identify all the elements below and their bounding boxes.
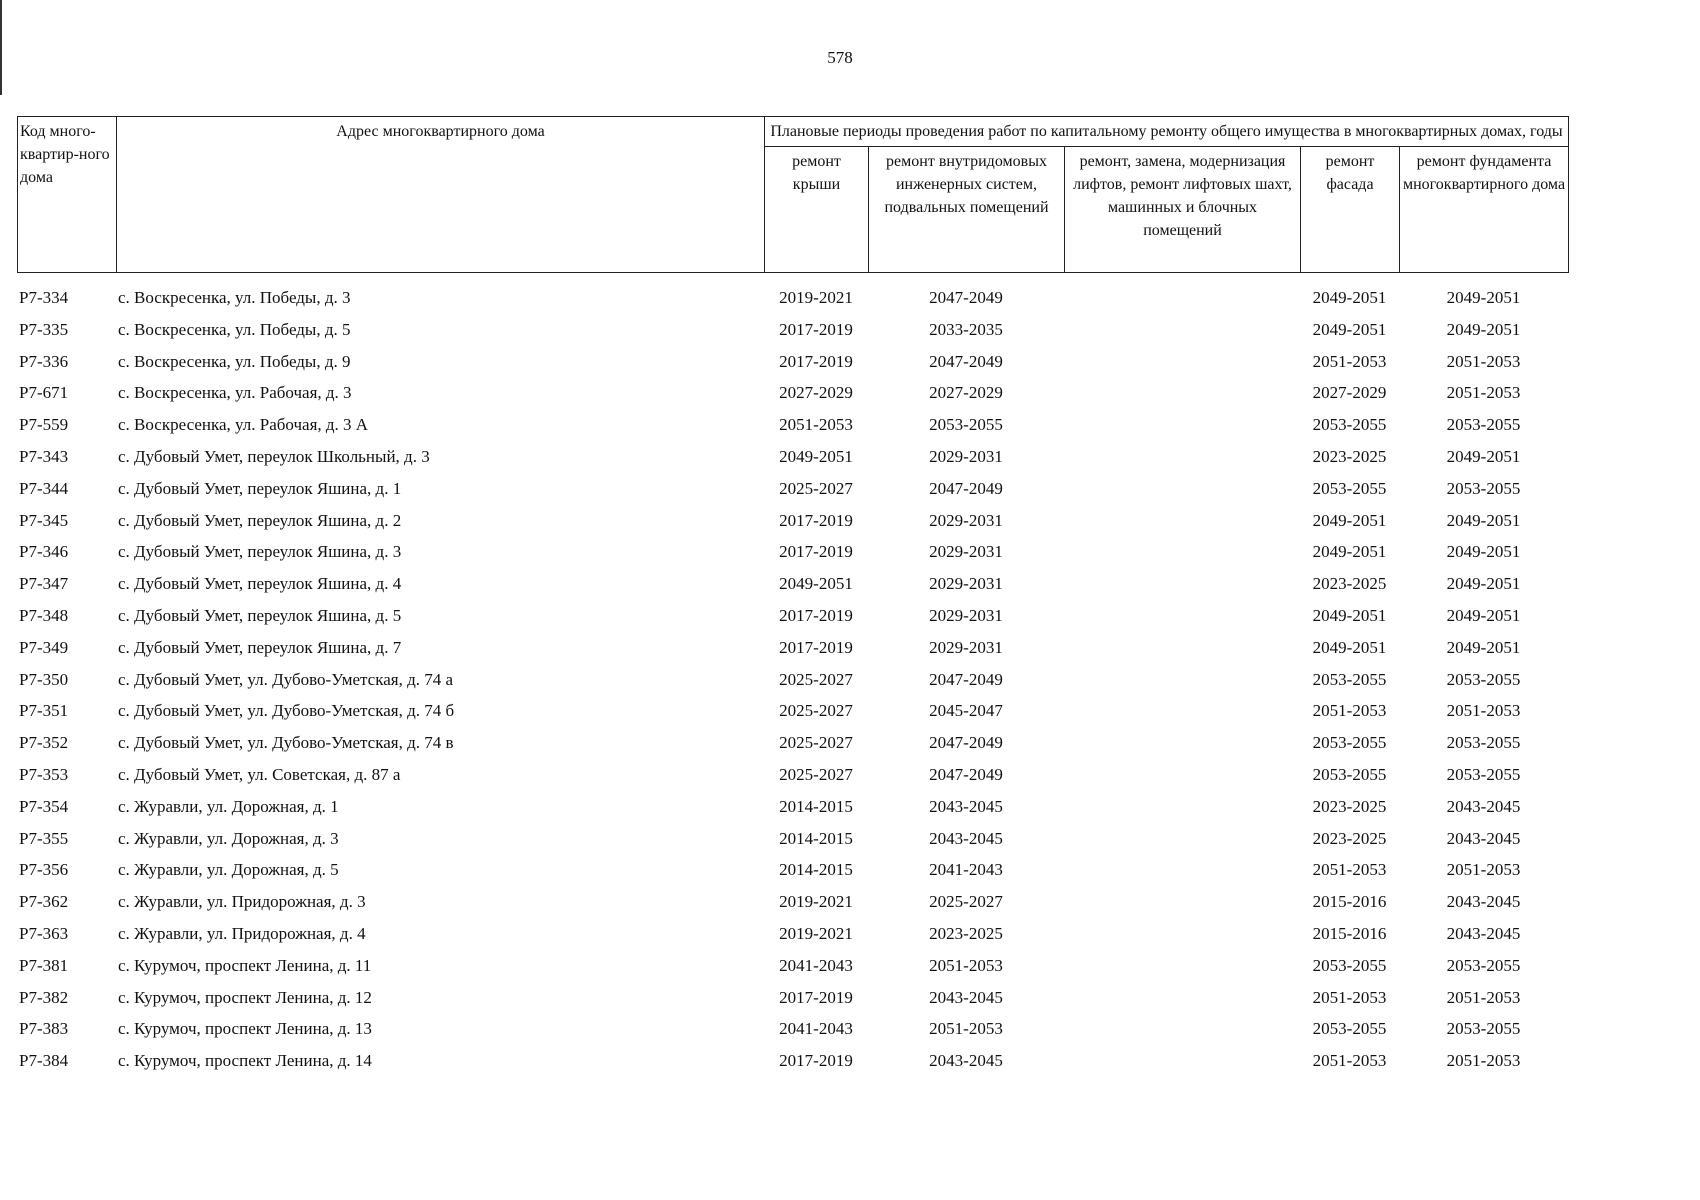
cell-foundation: 2051-2053: [1446, 987, 1521, 1007]
cell-foundation: 2049-2051: [1446, 319, 1521, 339]
cell-engineering: 2047-2049: [929, 669, 1003, 689]
cell-address: с. Воскресенка, ул. Победы, д. 5: [118, 319, 351, 339]
cell-roof: 2017-2019: [779, 605, 853, 625]
cell-roof: 2017-2019: [779, 987, 853, 1007]
table-row: [17, 892, 1568, 924]
table-row: [17, 606, 1568, 638]
cell-engineering: 2047-2049: [929, 288, 1003, 307]
table-row: [17, 860, 1568, 892]
cell-roof: 2041-2043: [779, 955, 853, 975]
cell-code: Р7-383: [19, 1019, 69, 1039]
cell-address: с. Дубовый Умет, переулок Яшина, д. 5: [118, 605, 402, 625]
cell-address: с. Дубовый Умет, переулок Яшина, д. 3: [118, 542, 402, 562]
table-row: [17, 415, 1568, 447]
cell-foundation: 2049-2051: [1446, 288, 1521, 307]
cell-engineering: 2047-2049: [929, 764, 1003, 784]
cell-foundation: 2049-2051: [1446, 637, 1521, 657]
cell-lifts: [1064, 352, 1300, 384]
cell-address: с. Журавли, ул. Придорожная, д. 4: [118, 923, 366, 943]
cell-engineering: 2047-2049: [929, 351, 1003, 371]
cell-lifts: [1064, 638, 1300, 670]
cell-code: Р7-335: [19, 319, 69, 339]
cell-address: с. Дубовый Умет, ул. Дубово-Уметская, д. 74 в: [118, 733, 454, 753]
cell-lifts: [1064, 288, 1300, 320]
cell-lifts: [1064, 511, 1300, 543]
header-roof: ремонт крыши: [765, 147, 869, 273]
cell-foundation: 2053-2055: [1446, 1019, 1521, 1039]
cell-roof: 2019-2021: [779, 892, 853, 912]
cell-address: с. Дубовый Умет, ул. Дубово-Уметская, д. 74 а: [118, 669, 454, 689]
cell-engineering: 2025-2027: [929, 892, 1003, 912]
cell-code: Р7-343: [19, 446, 69, 466]
cell-engineering: 2043-2045: [929, 1051, 1003, 1071]
cell-facade: 2049-2051: [1312, 637, 1387, 657]
cell-foundation: 2043-2045: [1446, 923, 1521, 943]
cell-engineering: 2047-2049: [929, 478, 1003, 498]
cell-foundation: 2051-2053: [1446, 860, 1521, 880]
cell-lifts: [1064, 447, 1300, 479]
cell-lifts: [1064, 797, 1300, 829]
table-row: [17, 988, 1568, 1020]
cell-lifts: [1064, 733, 1300, 765]
cell-address: с. Курумоч, проспект Ленина, д. 14: [118, 1051, 372, 1071]
cell-facade: 2027-2029: [1312, 383, 1387, 403]
cell-facade: 2053-2055: [1312, 955, 1387, 975]
cell-facade: 2051-2053: [1312, 351, 1387, 371]
cell-address: с. Воскресенка, ул. Победы, д. 3: [118, 288, 351, 307]
cell-lifts: [1064, 924, 1300, 956]
table-row: [17, 765, 1568, 797]
cell-roof: 2025-2027: [779, 701, 853, 721]
cell-address: с. Дубовый Умет, переулок Яшина, д. 1: [118, 478, 402, 498]
cell-engineering: 2029-2031: [929, 637, 1003, 657]
table-row: [17, 574, 1568, 606]
cell-address: с. Дубовый Умет, переулок Яшина, д. 4: [118, 574, 402, 594]
cell-roof: 2027-2029: [779, 383, 853, 403]
cell-foundation: 2051-2053: [1446, 351, 1521, 371]
cell-code: Р7-346: [19, 542, 69, 562]
cell-roof: 2017-2019: [779, 1051, 853, 1071]
cell-engineering: 2027-2029: [929, 383, 1003, 403]
cell-engineering: 2043-2045: [929, 828, 1003, 848]
cell-foundation: 2053-2055: [1446, 478, 1521, 498]
cell-roof: 2017-2019: [779, 319, 853, 339]
cell-lifts: [1064, 956, 1300, 988]
table-row: [17, 829, 1568, 861]
cell-lifts: [1064, 383, 1300, 415]
cell-facade: 2023-2025: [1312, 574, 1387, 594]
cell-address: с. Журавли, ул. Дорожная, д. 1: [118, 796, 339, 816]
cell-address: с. Воскресенка, ул. Победы, д. 9: [118, 351, 351, 371]
table-row: [17, 479, 1568, 511]
cell-engineering: 2047-2049: [929, 733, 1003, 753]
cell-engineering: 2043-2045: [929, 987, 1003, 1007]
cell-facade: 2049-2051: [1312, 288, 1387, 307]
cell-engineering: 2043-2045: [929, 796, 1003, 816]
header-foundation: ремонт фундамента многоквартирного дома: [1400, 147, 1569, 273]
cell-facade: 2015-2016: [1312, 892, 1387, 912]
cell-lifts: [1064, 606, 1300, 638]
cell-lifts: [1064, 988, 1300, 1020]
cell-foundation: 2051-2053: [1446, 1051, 1521, 1071]
cell-roof: 2017-2019: [779, 637, 853, 657]
cell-roof: 2014-2015: [779, 860, 853, 880]
cell-foundation: 2043-2045: [1446, 892, 1521, 912]
cell-foundation: 2049-2051: [1446, 510, 1521, 530]
table-row: [17, 638, 1568, 670]
cell-facade: 2049-2051: [1312, 510, 1387, 530]
cell-address: с. Дубовый Умет, ул. Советская, д. 87 а: [118, 764, 401, 784]
cell-roof: 2025-2027: [779, 733, 853, 753]
cell-roof: 2019-2021: [779, 288, 853, 307]
cell-foundation: 2051-2053: [1446, 701, 1521, 721]
table-row: [17, 733, 1568, 765]
cell-facade: 2023-2025: [1312, 796, 1387, 816]
cell-facade: 2053-2055: [1312, 415, 1387, 435]
cell-code: Р7-348: [19, 605, 69, 625]
header-lifts: ремонт, замена, модернизация лифтов, ремонт лифтовых шахт, машинных и блочных помещений: [1065, 147, 1301, 273]
cell-code: Р7-384: [19, 1051, 69, 1071]
cell-lifts: [1064, 415, 1300, 447]
cell-foundation: 2053-2055: [1446, 955, 1521, 975]
cell-address: с. Курумоч, проспект Ленина, д. 13: [118, 1019, 372, 1039]
cell-code: Р7-344: [19, 478, 69, 498]
cell-code: Р7-352: [19, 733, 69, 753]
cell-foundation: 2043-2045: [1446, 828, 1521, 848]
cell-facade: 2023-2025: [1312, 446, 1387, 466]
cell-foundation: 2043-2045: [1446, 796, 1521, 816]
cell-address: с. Воскресенка, ул. Рабочая, д. 3 А: [118, 415, 369, 435]
cell-address: с. Дубовый Умет, ул. Дубово-Уметская, д. 74 б: [118, 701, 455, 721]
cell-facade: 2053-2055: [1312, 764, 1387, 784]
cell-code: Р7-363: [19, 923, 69, 943]
cell-foundation: 2051-2053: [1446, 383, 1521, 403]
cell-address: с. Курумоч, проспект Ленина, д. 12: [118, 987, 372, 1007]
cell-facade: 2015-2016: [1312, 923, 1387, 943]
cell-engineering: 2041-2043: [929, 860, 1003, 880]
cell-engineering: 2053-2055: [929, 415, 1003, 435]
cell-roof: 2051-2053: [779, 415, 853, 435]
cell-code: Р7-354: [19, 796, 69, 816]
cell-foundation: 2049-2051: [1446, 542, 1521, 562]
cell-facade: 2049-2051: [1312, 542, 1387, 562]
table-header: [17, 116, 1569, 273]
cell-lifts: [1064, 479, 1300, 511]
cell-engineering: 2023-2025: [929, 923, 1003, 943]
cell-foundation: 2053-2055: [1446, 733, 1521, 753]
cell-code: Р7-351: [19, 701, 69, 721]
cell-engineering: 2033-2035: [929, 319, 1003, 339]
cell-foundation: 2049-2051: [1446, 446, 1521, 466]
cell-foundation: 2049-2051: [1446, 605, 1521, 625]
cell-code: Р7-356: [19, 860, 69, 880]
table-row: [17, 352, 1568, 384]
cell-facade: 2053-2055: [1312, 733, 1387, 753]
data-table: [17, 288, 1568, 1083]
cell-engineering: 2029-2031: [929, 446, 1003, 466]
cell-code: Р7-336: [19, 351, 69, 371]
cell-address: с. Воскресенка, ул. Рабочая, д. 3: [118, 383, 352, 403]
cell-facade: 2049-2051: [1312, 319, 1387, 339]
cell-facade: 2053-2055: [1312, 1019, 1387, 1039]
cell-address: с. Журавли, ул. Дорожная, д. 5: [118, 860, 339, 880]
cell-code: Р7-349: [19, 637, 69, 657]
cell-facade: 2023-2025: [1312, 828, 1387, 848]
cell-address: с. Журавли, ул. Придорожная, д. 3: [118, 892, 366, 912]
cell-address: с. Журавли, ул. Дорожная, д. 3: [118, 828, 339, 848]
table-row: [17, 924, 1568, 956]
data-table-body: [17, 288, 1568, 1083]
header-facade: ремонт фасада: [1301, 147, 1400, 273]
cell-code: Р7-381: [19, 955, 69, 975]
header-code: Код много-квартир-ного дома: [18, 117, 117, 273]
cell-lifts: [1064, 829, 1300, 861]
cell-lifts: [1064, 574, 1300, 606]
table-row: [17, 511, 1568, 543]
cell-lifts: [1064, 1051, 1300, 1083]
table-row: [17, 542, 1568, 574]
cell-address: с. Курумоч, проспект Ленина, д. 11: [118, 955, 372, 975]
table-row: [17, 797, 1568, 829]
cell-roof: 2017-2019: [779, 351, 853, 371]
cell-facade: 2049-2051: [1312, 605, 1387, 625]
cell-lifts: [1064, 1019, 1300, 1051]
cell-roof: 2041-2043: [779, 1019, 853, 1039]
cell-engineering: 2051-2053: [929, 1019, 1003, 1039]
header-engineering: ремонт внутридомовых инженерных систем, подвальных помещений: [869, 147, 1065, 273]
cell-facade: 2051-2053: [1312, 987, 1387, 1007]
cell-roof: 2025-2027: [779, 478, 853, 498]
cell-address: с. Дубовый Умет, переулок Яшина, д. 7: [118, 637, 402, 657]
cell-roof: 2014-2015: [779, 796, 853, 816]
cell-lifts: [1064, 701, 1300, 733]
header-periods: Плановые периоды проведения работ по капитальному ремонту общего имущества в многоквартирных домах, годы: [765, 117, 1569, 147]
cell-lifts: [1064, 860, 1300, 892]
cell-code: Р7-347: [19, 574, 69, 594]
cell-code: Р7-345: [19, 510, 69, 530]
cell-address: с. Дубовый Умет, переулок Школьный, д. 3: [118, 446, 430, 466]
cell-roof: 2025-2027: [779, 764, 853, 784]
table-row: [17, 383, 1568, 415]
cell-lifts: [1064, 670, 1300, 702]
cell-facade: 2051-2053: [1312, 860, 1387, 880]
cell-roof: 2017-2019: [779, 542, 853, 562]
cell-lifts: [1064, 892, 1300, 924]
cell-lifts: [1064, 765, 1300, 797]
page-number: 578: [827, 48, 853, 67]
cell-code: Р7-353: [19, 764, 69, 784]
cell-engineering: 2029-2031: [929, 574, 1003, 594]
cell-roof: 2025-2027: [779, 669, 853, 689]
cell-engineering: 2029-2031: [929, 542, 1003, 562]
table-row: [17, 320, 1568, 352]
cell-roof: 2019-2021: [779, 923, 853, 943]
cell-code: Р7-362: [19, 892, 69, 912]
cell-facade: 2051-2053: [1312, 1051, 1387, 1071]
cell-foundation: 2053-2055: [1446, 415, 1521, 435]
cell-roof: 2014-2015: [779, 828, 853, 848]
cell-code: Р7-382: [19, 987, 69, 1007]
cell-address: с. Дубовый Умет, переулок Яшина, д. 2: [118, 510, 402, 530]
cell-foundation: 2049-2051: [1446, 574, 1521, 594]
table-row: [17, 1019, 1568, 1051]
cell-lifts: [1064, 542, 1300, 574]
header-address: Адрес многоквартирного дома: [117, 117, 765, 273]
cell-roof: 2049-2051: [779, 446, 853, 466]
table-row: [17, 1051, 1568, 1083]
cell-engineering: 2045-2047: [929, 701, 1003, 721]
cell-facade: 2053-2055: [1312, 478, 1387, 498]
cell-code: Р7-671: [19, 383, 69, 403]
cell-facade: 2053-2055: [1312, 669, 1387, 689]
cell-foundation: 2053-2055: [1446, 764, 1521, 784]
cell-engineering: 2029-2031: [929, 605, 1003, 625]
cell-foundation: 2053-2055: [1446, 669, 1521, 689]
cell-lifts: [1064, 320, 1300, 352]
table-row: [17, 956, 1568, 988]
cell-engineering: 2051-2053: [929, 955, 1003, 975]
cell-engineering: 2029-2031: [929, 510, 1003, 530]
table-row: [17, 447, 1568, 479]
cell-facade: 2051-2053: [1312, 701, 1387, 721]
table-row: [17, 288, 1568, 320]
table-row: [17, 701, 1568, 733]
cell-roof: 2017-2019: [779, 510, 853, 530]
cell-code: Р7-355: [19, 828, 69, 848]
cell-roof: 2049-2051: [779, 574, 853, 594]
cell-code: Р7-350: [19, 669, 69, 689]
cell-code: Р7-334: [19, 288, 69, 307]
table-row: [17, 670, 1568, 702]
cell-code: Р7-559: [19, 415, 69, 435]
